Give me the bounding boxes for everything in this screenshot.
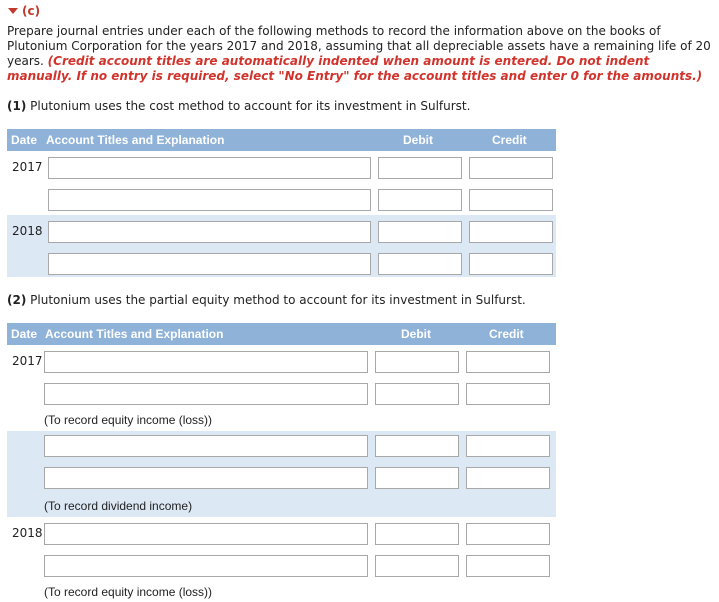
- section-header[interactable]: [8, 4, 40, 18]
- credit-input[interactable]: [466, 383, 550, 405]
- credit-input[interactable]: [466, 351, 550, 373]
- account-title-input[interactable]: [44, 523, 368, 545]
- part1-entry-2018: [7, 215, 556, 277]
- debit-input[interactable]: [375, 523, 459, 545]
- credit-input[interactable]: [469, 221, 553, 243]
- credit-input[interactable]: [469, 157, 553, 179]
- part2-number: (2): [7, 293, 27, 307]
- year-label: 2017: [12, 354, 43, 368]
- debit-input[interactable]: [375, 555, 459, 577]
- part1-title: Plutonium uses the cost method to account for its investment in Sulfurst.: [30, 99, 471, 113]
- debit-header: Debit: [403, 133, 433, 147]
- credit-header: Credit: [489, 327, 524, 341]
- collapse-caret-icon[interactable]: [8, 8, 18, 14]
- debit-input[interactable]: [375, 435, 459, 457]
- part1-entry-2017: [7, 151, 556, 215]
- entry-explanation: (To record equity income (loss)): [44, 413, 213, 427]
- debit-input[interactable]: [378, 157, 462, 179]
- debit-input[interactable]: [375, 467, 459, 489]
- debit-input[interactable]: [375, 383, 459, 405]
- date-header: Date: [11, 133, 38, 147]
- debit-input[interactable]: [375, 351, 459, 373]
- credit-input[interactable]: [469, 253, 553, 275]
- part1-number: (1): [7, 99, 27, 113]
- instructions-text: Prepare journal entries under each of the following methods to record the information above on the books of Plutonium Corporation for the years 2017 and 2018, assuming that all depreciable assets have a remaining life of 20 years.: [7, 24, 711, 68]
- credit-input[interactable]: [469, 189, 553, 211]
- year-label: 2018: [12, 526, 43, 540]
- account-title-input[interactable]: [48, 253, 371, 275]
- part2-entry-2018-equity: [7, 517, 556, 602]
- entry-explanation: (To record dividend income): [44, 499, 193, 513]
- part2-heading: [7, 293, 526, 307]
- part1-journal-table: [7, 129, 556, 277]
- debit-input[interactable]: [378, 253, 462, 275]
- account-title-input[interactable]: [48, 189, 371, 211]
- account-title-input[interactable]: [44, 351, 368, 373]
- credit-input[interactable]: [466, 467, 550, 489]
- part2-table-header: [7, 323, 556, 345]
- year-label: 2017: [12, 160, 43, 174]
- part2-journal-table: [7, 323, 556, 602]
- account-title-input[interactable]: [44, 467, 368, 489]
- account-title-input[interactable]: [48, 221, 371, 243]
- part1-table-header: [7, 129, 556, 151]
- credit-header: Credit: [492, 133, 527, 147]
- credit-input[interactable]: [466, 523, 550, 545]
- account-header: Account Titles and Explanation: [46, 133, 225, 147]
- account-title-input[interactable]: [48, 157, 371, 179]
- account-title-input[interactable]: [44, 555, 368, 577]
- account-title-input[interactable]: [44, 383, 368, 405]
- instructions: [7, 24, 715, 84]
- section-label: (c): [22, 4, 41, 18]
- part1-heading: [7, 99, 470, 113]
- part2-title: Plutonium uses the partial equity method to account for its investment in Sulfurst.: [30, 293, 526, 307]
- account-header: Account Titles and Explanation: [45, 327, 224, 341]
- debit-input[interactable]: [378, 189, 462, 211]
- part2-entry-2017-dividend: [7, 431, 556, 517]
- date-header: Date: [11, 327, 38, 341]
- instructions-note: (Credit account titles are automatically indented when amount is entered. Do not indent manually. If no entry is required, select "No Entry" for the account titles and enter 0 for the amounts.): [7, 54, 703, 83]
- credit-input[interactable]: [466, 435, 550, 457]
- entry-explanation: (To record equity income (loss)): [44, 585, 213, 599]
- debit-header: Debit: [401, 327, 431, 341]
- year-label: 2018: [12, 224, 43, 238]
- debit-input[interactable]: [378, 221, 462, 243]
- credit-input[interactable]: [466, 555, 550, 577]
- part2-entry-2017-equity: [7, 345, 556, 431]
- account-title-input[interactable]: [44, 435, 368, 457]
